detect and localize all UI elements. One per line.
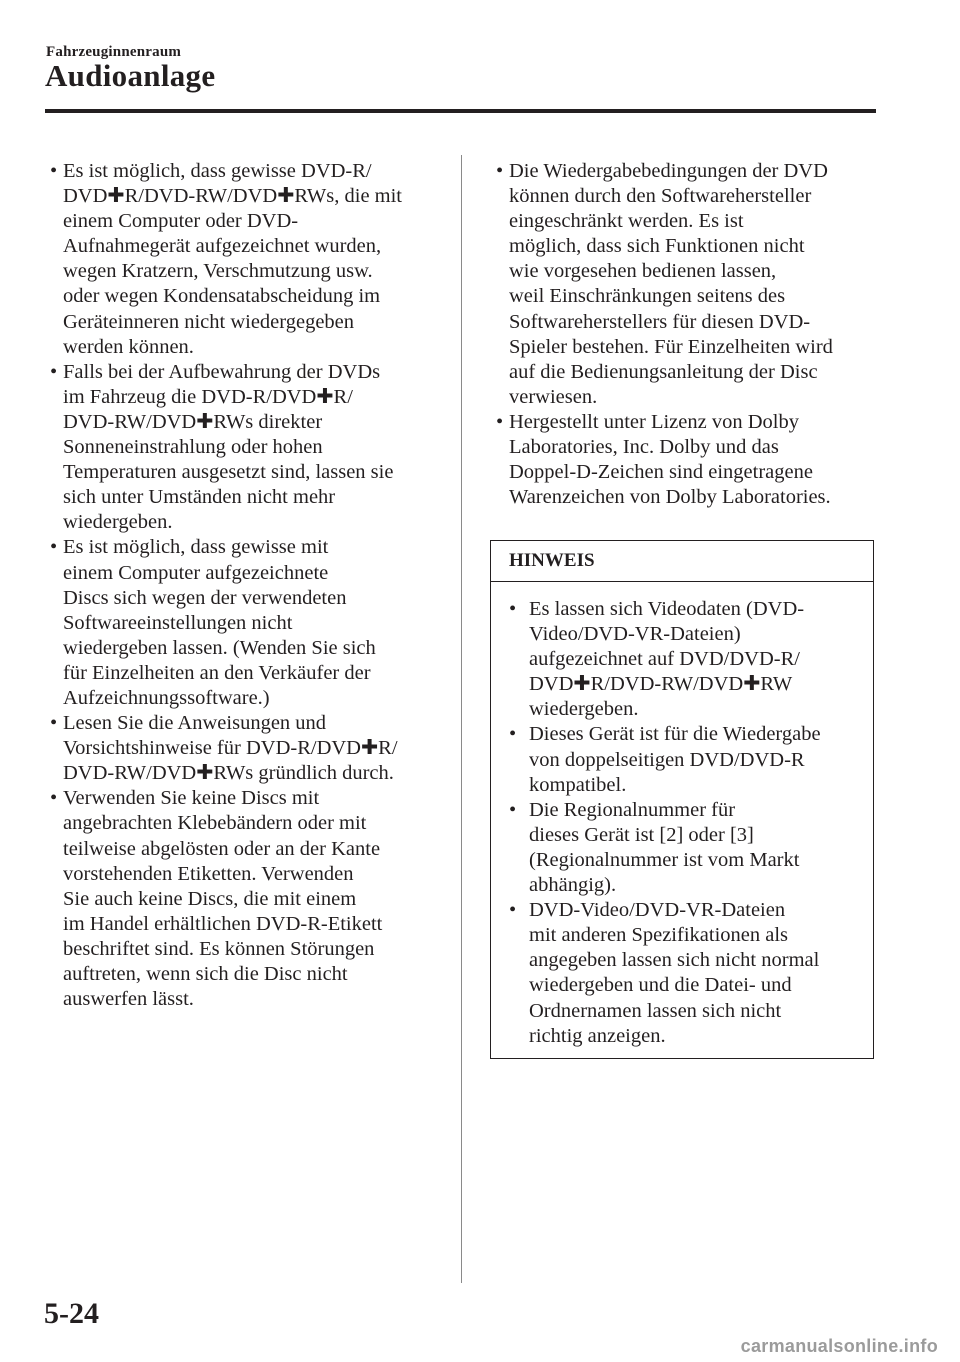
list-item-text: Die Regionalnummer für dieses Gerät ist [2] oder [3] (Regionalnummer ist vom Markt abhängig). [529, 798, 800, 897]
right-bullet-list [494, 159, 879, 510]
list-item-text: DVD-Video/DVD-VR-Dateien mit anderen Spezifikationen als angegeben lassen sich nicht normal wiedergeben und die Datei- und Ordnernamen lassen sich nicht richtig anzeigen. [529, 899, 820, 1047]
bullet-glyph: • [496, 410, 504, 433]
bullet-glyph: • [509, 598, 517, 620]
list-item [507, 722, 873, 797]
bullet-glyph: • [50, 536, 58, 559]
bullet-glyph: • [50, 360, 58, 383]
bullet-glyph: • [50, 160, 58, 182]
section-label: Fahrzeuginnenraum [46, 44, 182, 60]
list-item-text: Falls bei der Aufbewahrung der DVDs im Fahrzeug die DVD-R/DVD✚R/ DVD-RW/DVD✚RWs direkter Sonneneinstrahlung oder hohen Temperaturen ausgesetzt sind, lassen sie sich unter Umständen nicht mehr wiedergeben. [63, 360, 394, 534]
list-item [507, 798, 873, 898]
bullet-glyph: • [509, 798, 517, 821]
bullet-glyph: • [509, 899, 517, 922]
list-item [48, 535, 443, 711]
left-bullet-list [48, 159, 443, 1012]
list-item-text: Es ist möglich, dass gewisse mit einem Computer aufgezeichnete Discs sich wegen der verwendeten Softwareeinstellungen nicht wiedergeben lassen. (Wenden Sie sich für Einzelheiten an den Verkäufer der Aufzeichnungssoftware.) [63, 536, 376, 709]
list-item-text: Die Wiedergabebedingungen der DVD können durch den Softwarehersteller eingeschränkt werden. Es ist möglich, dass sich Funktionen nicht wie vorgesehen bedienen lassen, weil Einschränkungen seitens des Softwareherstellers für diesen DVD- Spieler bestehen. Für Einzelheiten wird auf die Bedienungsanleitung der Disc verwiesen. [509, 160, 833, 408]
list-item [507, 898, 873, 1049]
left-column [48, 159, 443, 1012]
bullet-glyph: • [509, 723, 517, 746]
page-number: 5-24 [44, 1297, 99, 1330]
bullet-glyph: • [50, 787, 58, 810]
list-item [507, 597, 873, 722]
list-item [48, 786, 443, 1012]
list-item [494, 410, 879, 510]
list-item-text: Es lassen sich Videodaten (DVD- Video/DVD-VR-Dateien) aufgezeichnet auf DVD/DVD-R/ DVD✚R/DVD-RW/DVD✚RW wiedergeben. [529, 598, 805, 721]
page-title: Audioanlage [45, 58, 216, 93]
list-item-text: Lesen Sie die Anweisungen und Vorsichtshinweise für DVD-R/DVD✚R/ DVD-RW/DVD✚RWs gründlich durch. [63, 712, 398, 785]
note-box [490, 540, 874, 1059]
list-item [48, 711, 443, 786]
list-item [48, 360, 443, 536]
column-divider [461, 155, 462, 1283]
bullet-glyph: • [50, 712, 58, 735]
list-item-text: Es ist möglich, dass gewisse DVD-R/ DVD✚R/DVD-RW/DVD✚RWs, die mit einem Computer oder DVD- Aufnahmegerät aufgezeichnet wurden, wegen Kratzern, Verschmutzung usw. oder wegen Kondensatabscheidung im Geräteinneren nicht wiedergegeben werden können. [63, 160, 403, 358]
note-heading: HINWEIS [491, 541, 873, 582]
list-item [494, 159, 879, 410]
bullet-glyph: • [496, 160, 504, 182]
list-item [48, 159, 443, 360]
list-item-text: Hergestellt unter Lizenz von Dolby Laboratories, Inc. Dolby und das Doppel-D-Zeichen sind eingetragene Warenzeichen von Dolby Laboratories. [509, 410, 831, 509]
note-bullet-list [491, 582, 873, 1049]
list-item-text: Dieses Gerät ist für die Wiedergabe von doppelseitigen DVD/DVD-R kompatibel. [529, 723, 821, 796]
watermark: carmanualsonline.info [740, 1336, 938, 1356]
title-rule [45, 109, 876, 113]
list-item-text: Verwenden Sie keine Discs mit angebrachten Klebebändern oder mit teilweise abgelösten oder an der Kante vorstehenden Etiketten. Verwenden Sie auch keine Discs, die mit einem im Handel erhältlichen DVD-R-Etikett beschriftet sind. Es können Störungen auftreten, wenn sich die Disc nicht auswerfen lässt. [63, 787, 383, 1011]
right-column [494, 159, 879, 510]
